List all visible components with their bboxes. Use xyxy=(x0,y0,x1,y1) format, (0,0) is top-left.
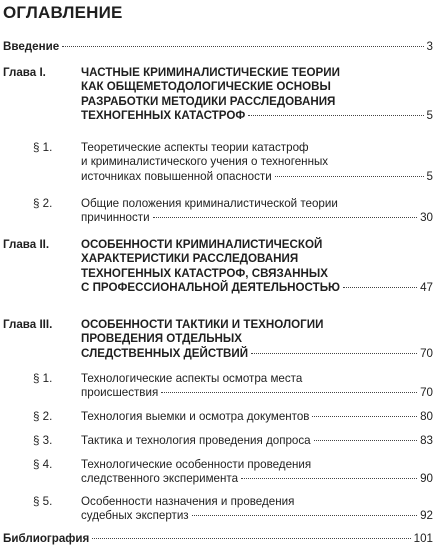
section-label: § 1. xyxy=(33,141,53,154)
toc-chapter-3[interactable] xyxy=(3,318,433,361)
dot-leader xyxy=(314,440,417,441)
toc-page-number: 92 xyxy=(420,509,433,523)
toc-chapter-1[interactable] xyxy=(3,66,433,124)
toc-entry-label: Библиография xyxy=(3,532,90,545)
section-label: § 3. xyxy=(33,434,53,447)
dot-leader xyxy=(62,46,423,47)
toc-page-number: 30 xyxy=(420,211,433,225)
dot-leader xyxy=(312,416,417,417)
section-label: § 2. xyxy=(33,197,53,210)
dot-leader xyxy=(161,392,417,393)
toc-page-number: 3 xyxy=(426,40,433,53)
toc-page-number: 70 xyxy=(420,346,433,360)
section-title-line: Технологические особенности проведения xyxy=(81,458,312,471)
section-title-line: источниках повышенной опасности xyxy=(81,169,272,183)
toc-chapter-2[interactable] xyxy=(3,238,433,296)
section-title-line: и криминалистического учения о техногенных xyxy=(81,155,329,169)
toc-section-3-5[interactable] xyxy=(33,495,433,524)
section-title-line: Особенности назначения и проведения xyxy=(81,495,295,508)
section-title-line: Технологические аспекты осмотра места xyxy=(81,372,303,385)
section-title-line: Теоретические аспекты теории катастроф xyxy=(81,141,309,154)
chapter-title-line: ОСОБЕННОСТИ ТАКТИКИ И ТЕХНОЛОГИИ xyxy=(81,318,324,331)
toc-section-3-4[interactable] xyxy=(33,458,433,487)
section-label: § 4. xyxy=(33,458,53,471)
page-title: ОГЛАВЛЕНИЕ xyxy=(3,3,123,22)
chapter-title-line: СЛЕДСТВЕННЫХ ДЕЙСТВИЙ xyxy=(81,346,249,360)
chapter-title-line: ОСОБЕННОСТИ КРИМИНАЛИСТИЧЕСКОЙ xyxy=(81,238,323,251)
section-title-line: следственного эксперимента xyxy=(81,472,239,486)
chapter-label: Глава III. xyxy=(3,318,53,331)
section-title-line: судебных экспертиз xyxy=(81,509,189,523)
toc-section-3-1[interactable] xyxy=(33,372,433,401)
section-title-line: Общие положения криминалистической теории xyxy=(81,197,338,210)
chapter-title-line: ПРОВЕДЕНИЯ ОТДЕЛЬНЫХ xyxy=(81,332,243,346)
dot-leader xyxy=(92,538,410,539)
toc-section-3-2[interactable] xyxy=(33,410,433,424)
chapter-title-line: С ПРОФЕССИОНАЛЬНОЙ ДЕЯТЕЛЬНОСТЬЮ xyxy=(81,281,341,295)
chapter-title-line: ХАРАКТЕРИСТИКИ РАССЛЕДОВАНИЯ xyxy=(81,252,299,266)
chapter-title-line: ТЕХНОГЕННЫХ КАТАСТРОФ xyxy=(81,109,246,123)
section-title-line: Тактика и технология проведения допроса xyxy=(81,434,311,447)
section-label: § 2. xyxy=(33,410,53,423)
toc-page-number: 101 xyxy=(413,532,433,545)
dot-leader xyxy=(343,287,417,288)
dot-leader xyxy=(251,353,417,354)
toc-section-1-2[interactable] xyxy=(33,197,433,226)
chapter-label: Глава II. xyxy=(3,238,50,251)
section-title-line: причинности xyxy=(81,211,150,225)
chapter-label: Глава I. xyxy=(3,66,46,79)
chapter-title-line: ЧАСТНЫЕ КРИМИНАЛИСТИЧЕСКИЕ ТЕОРИИ xyxy=(81,66,340,79)
toc-section-1-1[interactable] xyxy=(33,141,433,184)
dot-leader xyxy=(248,115,423,116)
section-title-line: происшествия xyxy=(81,386,159,400)
toc-page-number: 80 xyxy=(420,410,433,423)
section-label: § 5. xyxy=(33,495,53,508)
dot-leader xyxy=(275,176,424,177)
dot-leader xyxy=(192,515,417,516)
chapter-title-line: РАЗРАБОТКИ МЕТОДИКИ РАССЛЕДОВАНИЯ xyxy=(81,94,336,108)
toc-entry-intro[interactable] xyxy=(3,40,433,54)
toc-page-number: 5 xyxy=(426,109,433,123)
toc-entry-label: Введение xyxy=(3,40,60,53)
toc-section-3-3[interactable] xyxy=(33,434,433,448)
toc-page-number: 5 xyxy=(426,169,433,183)
toc-page-number: 83 xyxy=(420,434,433,447)
dot-leader xyxy=(241,478,417,479)
chapter-title-line: КАК ОБЩЕМЕТОДОЛОГИЧЕСКИЕ ОСНОВЫ xyxy=(81,80,331,94)
toc-entry-bibliography[interactable] xyxy=(3,532,433,546)
section-title-line: Технология выемки и осмотра документов xyxy=(81,410,310,423)
toc-page-number: 47 xyxy=(420,281,433,295)
toc-page-number: 70 xyxy=(420,386,433,400)
toc-page-number: 90 xyxy=(420,472,433,486)
dot-leader xyxy=(153,217,418,218)
section-label: § 1. xyxy=(33,372,53,385)
chapter-title-line: ТЕХНОГЕННЫХ КАТАСТРОФ, СВЯЗАННЫХ xyxy=(81,266,328,280)
